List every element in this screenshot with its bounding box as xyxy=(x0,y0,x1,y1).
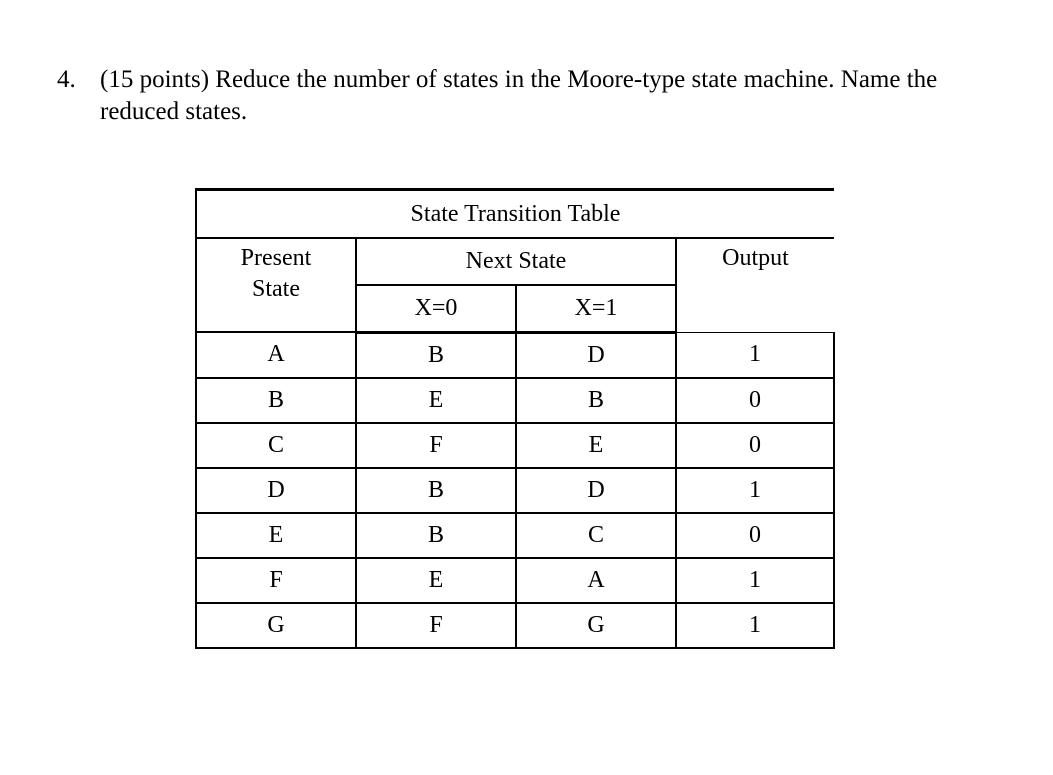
next-state-x0-cell: B xyxy=(356,468,516,513)
table-row xyxy=(196,332,834,378)
next-state-x0-cell: E xyxy=(356,558,516,603)
output-header: Output xyxy=(676,238,834,332)
next-state-x0-cell: F xyxy=(356,603,516,648)
table-row xyxy=(196,468,834,513)
next-state-x0-cell: E xyxy=(356,378,516,423)
next-state-x1-cell: D xyxy=(516,468,676,513)
next-state-x1-cell: B xyxy=(516,378,676,423)
output-cell: 1 xyxy=(676,332,834,378)
output-cell: 0 xyxy=(676,423,834,468)
table-caption: State Transition Table xyxy=(196,190,834,239)
present-state-cell: G xyxy=(196,603,356,648)
present-state-cell: C xyxy=(196,423,356,468)
output-cell: 0 xyxy=(676,513,834,558)
table-row xyxy=(196,513,834,558)
next-state-x0-cell: B xyxy=(356,513,516,558)
output-cell: 1 xyxy=(676,603,834,648)
next-state-x0-cell: F xyxy=(356,423,516,468)
x0-header: X=0 xyxy=(356,285,516,332)
next-state-x1-cell: D xyxy=(516,332,676,378)
next-state-x1-cell: E xyxy=(516,423,676,468)
x1-header: X=1 xyxy=(516,285,676,332)
present-state-header xyxy=(196,238,356,332)
output-cell: 0 xyxy=(676,378,834,423)
present-state-cell: F xyxy=(196,558,356,603)
next-state-x1-cell: C xyxy=(516,513,676,558)
table-row xyxy=(196,423,834,468)
output-cell: 1 xyxy=(676,558,834,603)
table-row xyxy=(196,378,834,423)
output-cell: 1 xyxy=(676,468,834,513)
next-state-header: Next State xyxy=(356,238,676,285)
present-state-header-text: Present State xyxy=(240,245,312,302)
present-state-cell: A xyxy=(196,332,356,378)
table-row xyxy=(196,558,834,603)
state-transition-table xyxy=(195,188,835,649)
next-state-x1-cell: G xyxy=(516,603,676,648)
question-number: 4. xyxy=(57,66,76,93)
table-row xyxy=(196,603,834,648)
question-text: (15 points) Reduce the number of states in the Moore-type state machine. Name the reduced states. xyxy=(100,66,938,125)
present-state-cell: B xyxy=(196,378,356,423)
next-state-x0-cell: B xyxy=(356,332,516,378)
present-state-cell: D xyxy=(196,468,356,513)
next-state-x1-cell: A xyxy=(516,558,676,603)
present-state-cell: E xyxy=(196,513,356,558)
